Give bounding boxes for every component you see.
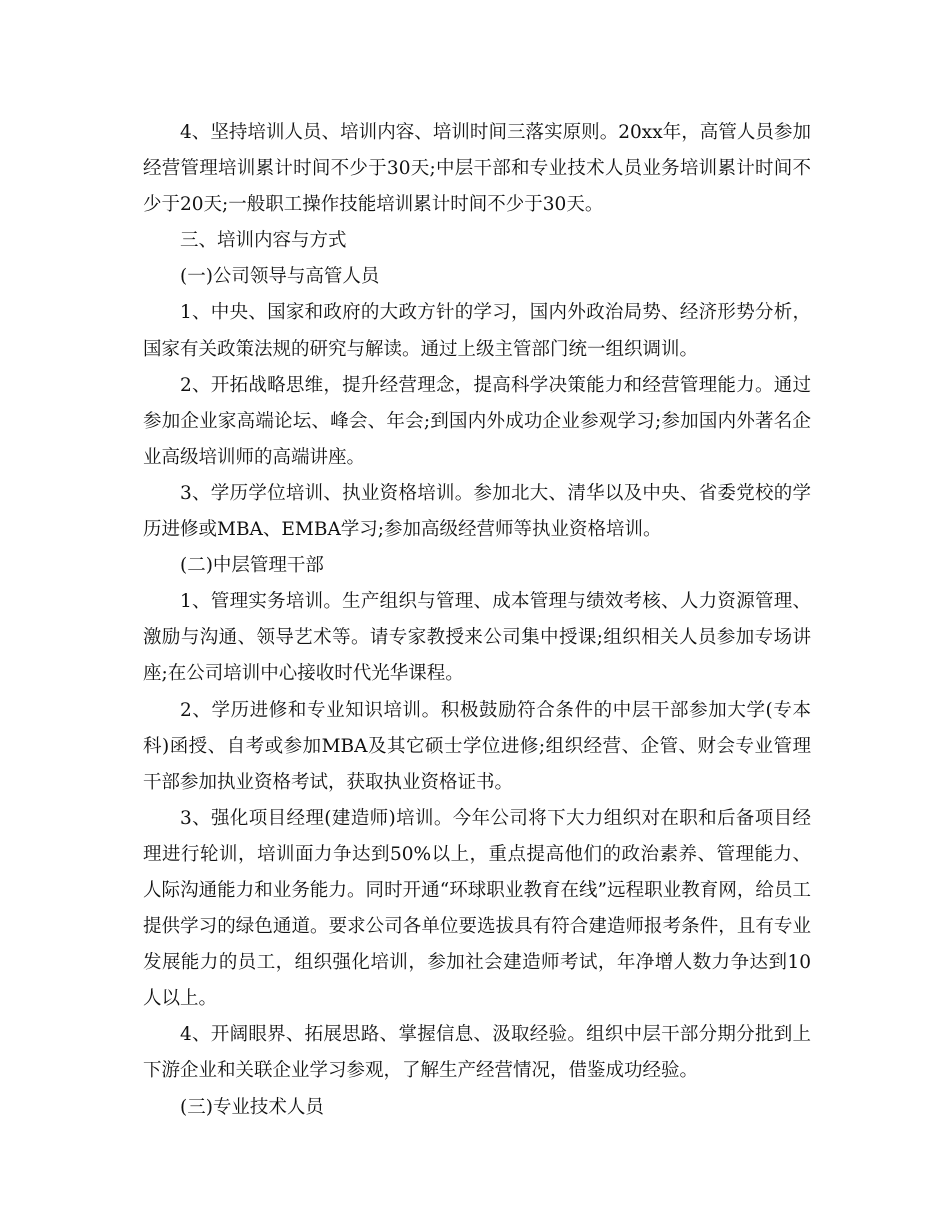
document-body xyxy=(143,115,811,1126)
section-heading-training-content: 三、培训内容与方式 xyxy=(180,230,347,252)
paragraph-strategic-thinking: 2、开拓战略思维，提升经营理念，提高科学决策能力和经营管理能力。通过参加企业家高端论坛、峰会、年会;到国内外成功企业参观学习;参加国内外著名企业高级培训师的高端讲座。 xyxy=(143,374,811,468)
paragraph-degree-training: 3、学历学位培训、执业资格培训。参加北大、清华以及中央、省委党校的学历进修或MBA、EMBA学习;参加高级经营师等执业资格培训。 xyxy=(143,482,811,541)
paragraph-project-manager-training: 3、强化项目经理(建造师)培训。今年公司将下大力组织对在职和后备项目经理进行轮训，培训面力争达到50%以上，重点提高他们的政治素养、管理能力、人际沟通能力和业务能力。同时开通“环球职业教育在线”远程职业教育网，给员工提供学习的绿色通道。要求公司各单位要选拔具有符合建造师报考条件，且有专业发展能力的员工，组织强化培训，参加社会建造师考试，年净增人数力争达到10人以上。 xyxy=(143,807,811,1010)
subheading-company-leaders: (一)公司领导与高管人员 xyxy=(180,266,380,288)
paragraph-professional-study: 2、学历进修和专业知识培训。积极鼓励符合条件的中层干部参加大学(专本科)函授、自考或参加MBA及其它硕士学位进修;组织经营、企管、财会专业管理干部参加执业资格考试，获取执业资格证书。 xyxy=(143,699,811,793)
paragraph-training-principle: 4、坚持培训人员、培训内容、培训时间三落实原则。20xx年，高管人员参加经营管理培训累计时间不少于30天;中层干部和专业技术人员业务培训累计时间不少于20天;一般职工操作技能培训累计时间不少于30天。 xyxy=(143,122,811,216)
paragraph-policy-study: 1、中央、国家和政府的大政方针的学习，国内外政治局势、经济形势分析，国家有关政策法规的研究与解读。通过上级主管部门统一组织调训。 xyxy=(143,302,811,360)
subheading-technical-staff: (三)专业技术人员 xyxy=(180,1096,324,1118)
subheading-middle-managers: (二)中层管理干部 xyxy=(180,555,324,577)
paragraph-management-practice: 1、管理实务培训。生产组织与管理、成本管理与绩效考核、人力资源管理、激励与沟通、领导艺术等。请专家教授来公司集中授课;组织相关人员参加专场讲座;在公司培训中心接收时代光华课程。 xyxy=(143,591,811,685)
paragraph-broaden-horizons: 4、开阔眼界、拓展思路、掌握信息、汲取经验。组织中层干部分期分批到上下游企业和关联企业学习参观，了解生产经营情况，借鉴成功经验。 xyxy=(143,1024,811,1082)
